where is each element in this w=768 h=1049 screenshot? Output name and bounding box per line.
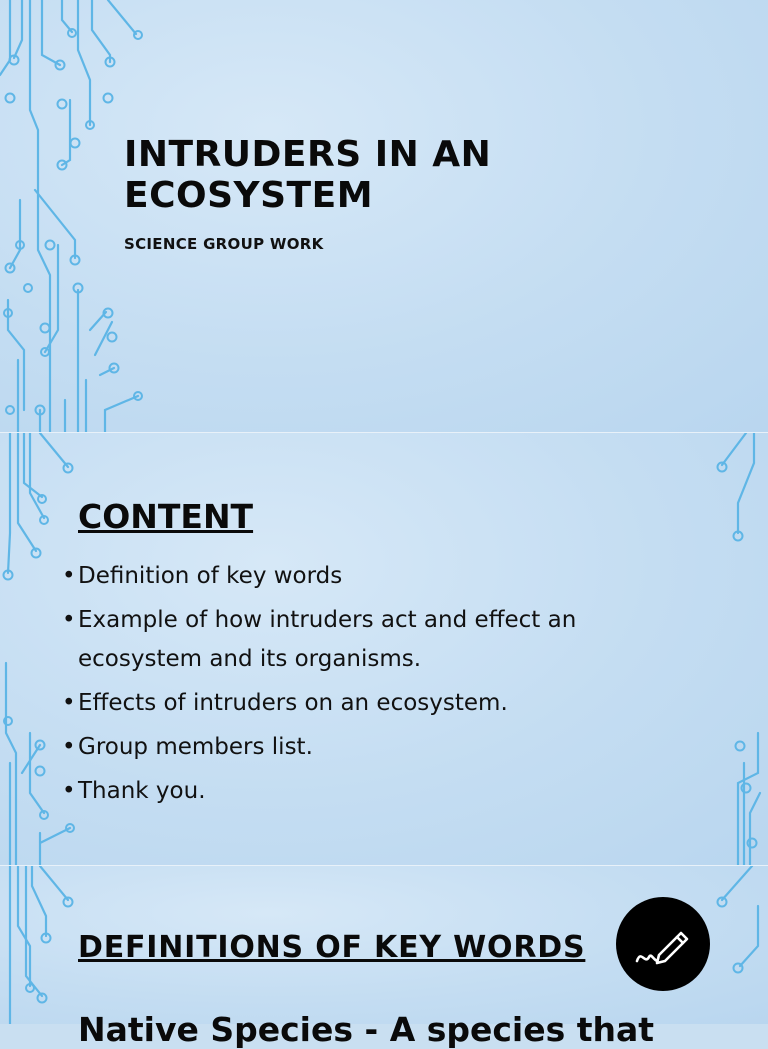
pencil-edit-icon[interactable]: [616, 897, 710, 991]
definitions-heading: DEFINITIONS OF KEY WORDS: [78, 930, 586, 965]
list-item: • Definition of key words: [62, 563, 343, 589]
slide-title: [0, 0, 768, 432]
list-item: • Effects of intruders on an ecosystem.: [62, 690, 508, 716]
content-heading: CONTENT: [78, 497, 254, 536]
circuit-decoration-left: [0, 866, 90, 1024]
circuit-decoration-left: [0, 0, 160, 432]
pencil-icon: [633, 921, 693, 967]
list-item: • Thank you.: [62, 778, 206, 804]
circuit-decoration-right: [698, 433, 768, 865]
list-item: • Group members list.: [62, 734, 313, 760]
presentation-title: INTRUDERS IN AN ECOSYSTEM: [124, 134, 492, 216]
list-item: • Example of how intruders act and effect an ecosystem and its organisms.: [62, 607, 577, 672]
definition-native-species: Native Species - A species that: [78, 1010, 655, 1049]
content-bullet-list: [62, 557, 662, 816]
presentation-subtitle: SCIENCE GROUP WORK: [124, 235, 324, 253]
